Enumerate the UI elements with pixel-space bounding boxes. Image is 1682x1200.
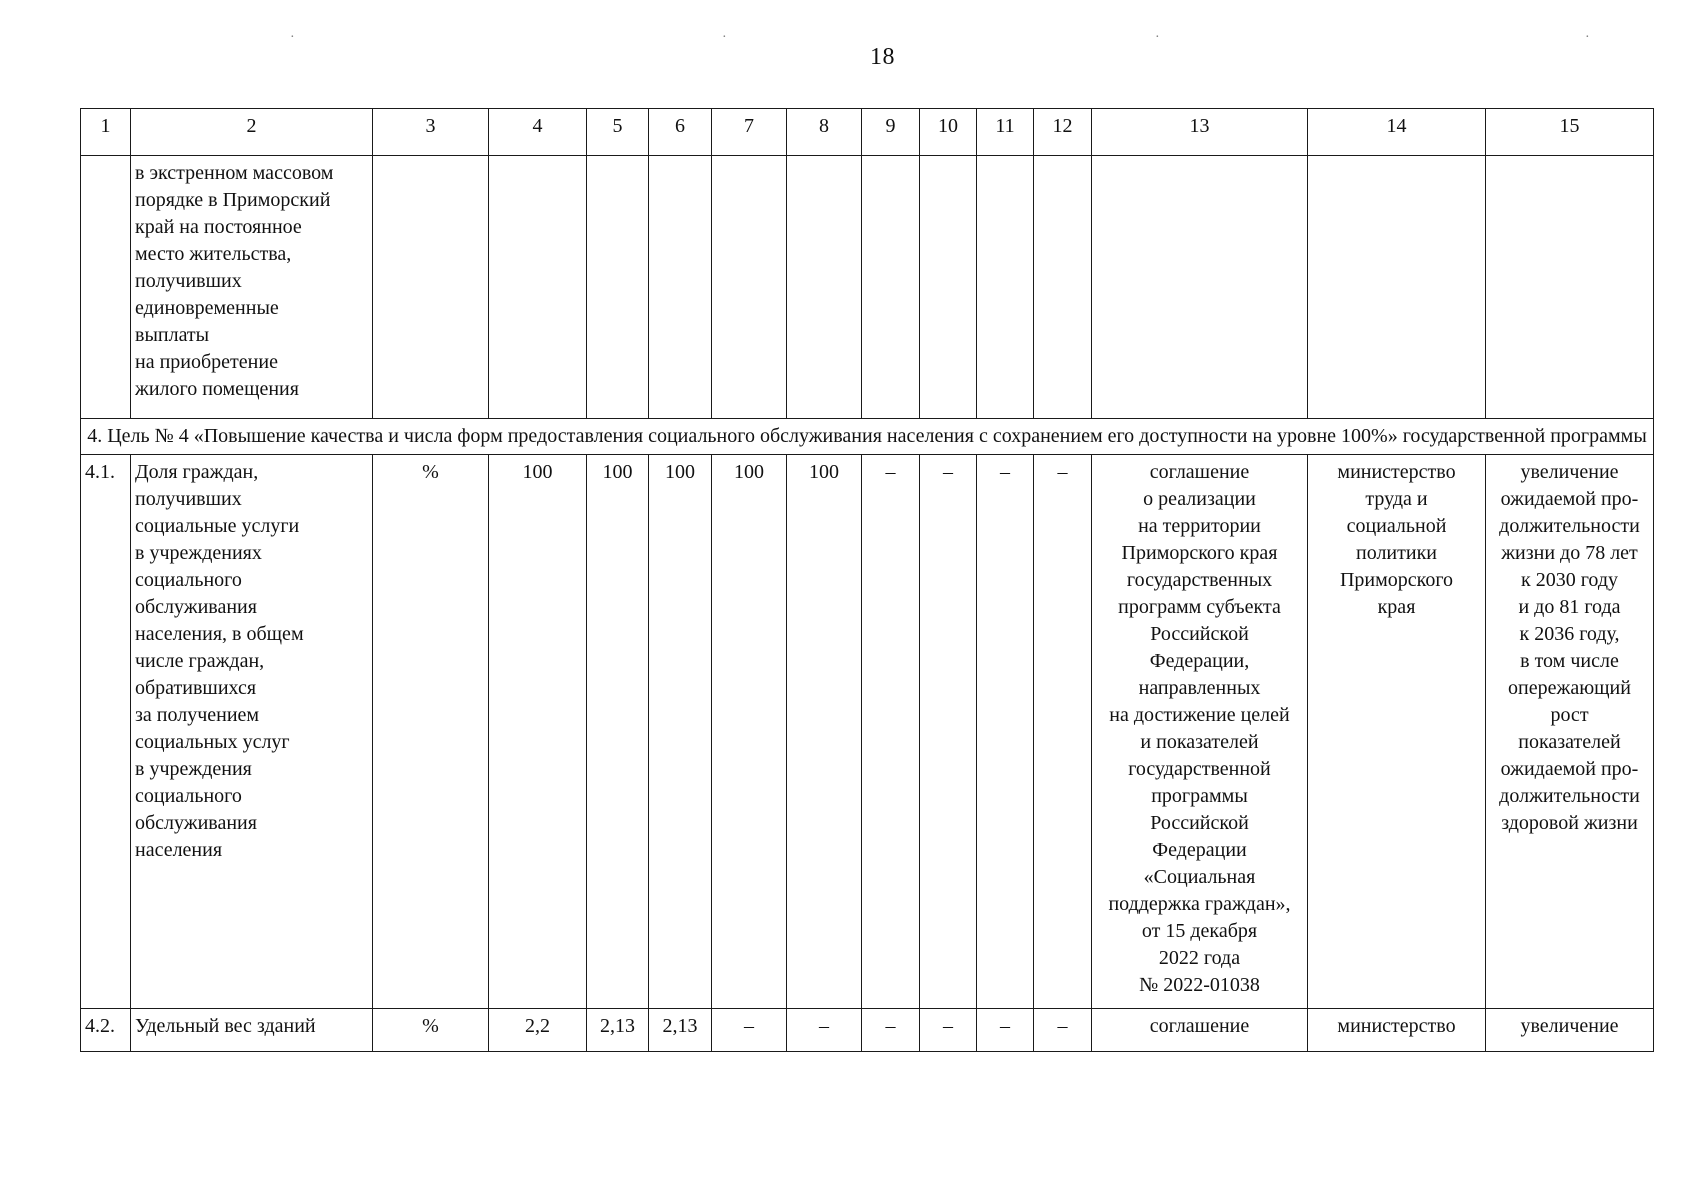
result-cell: увеличение ожидаемой про- должительности жизни до 78 лет к 2030 году и до 81 года к 2036 году, в том числе опережающий рост показателей ожидаемой про- должительности здоровой жизни [1486, 455, 1654, 1009]
value-cell: – [920, 455, 977, 1009]
table-cell [373, 156, 489, 419]
value-cell: – [920, 1009, 977, 1052]
value-cell: 100 [587, 455, 649, 1009]
value-cell: – [977, 455, 1034, 1009]
document-cell: соглашение о реализации на территории Приморского края государственных программ субъекта Российской Федерации, направленных на достижение целей и показателей государственной программы Российской Федерации «Социальная поддержка граждан», от 15 декабря 2022 года № 2022-01038 [1092, 455, 1308, 1009]
value-cell: 100 [712, 455, 787, 1009]
value-cell: – [862, 1009, 920, 1052]
table-cell [1092, 156, 1308, 419]
table-cell [862, 156, 920, 419]
value-cell: 2,13 [587, 1009, 649, 1052]
header-cell: 13 [1092, 109, 1308, 156]
table-cell [787, 156, 862, 419]
value-cell: – [1034, 455, 1092, 1009]
table-row-continuation [81, 156, 1654, 419]
value-cell: – [712, 1009, 787, 1052]
table-cell [1308, 156, 1486, 419]
header-cell: 4 [489, 109, 587, 156]
row-number: 4.2. [81, 1009, 131, 1052]
unit-cell: % [373, 455, 489, 1009]
table-cell [920, 156, 977, 419]
header-cell: 6 [649, 109, 712, 156]
header-cell: 5 [587, 109, 649, 156]
column-number-row [81, 109, 1654, 156]
table-row-4-1 [81, 455, 1654, 1009]
value-cell: – [862, 455, 920, 1009]
unit-cell: % [373, 1009, 489, 1052]
header-cell: 8 [787, 109, 862, 156]
table-cell [587, 156, 649, 419]
indicator-name-cell: Удельный вес зданий [131, 1009, 373, 1052]
value-cell: – [1034, 1009, 1092, 1052]
result-cell: увеличение [1486, 1009, 1654, 1052]
goal-row [81, 419, 1654, 455]
value-cell: – [977, 1009, 1034, 1052]
header-cell: 11 [977, 109, 1034, 156]
header-cell: 1 [81, 109, 131, 156]
value-cell: 100 [489, 455, 587, 1009]
value-cell: 2,2 [489, 1009, 587, 1052]
table-cell [712, 156, 787, 419]
header-cell: 12 [1034, 109, 1092, 156]
table-cell [1034, 156, 1092, 419]
header-cell: 2 [131, 109, 373, 156]
header-cell: 7 [712, 109, 787, 156]
goal-heading: 4. Цель № 4 «Повышение качества и числа форм предоставления социального обслуживания населения с сохранением его доступности на уровне 100%» государственной программы [81, 419, 1654, 455]
document-cell: соглашение [1092, 1009, 1308, 1052]
value-cell: 100 [787, 455, 862, 1009]
header-cell: 14 [1308, 109, 1486, 156]
header-cell: 15 [1486, 109, 1654, 156]
page-number: 18 [870, 44, 895, 70]
table-cell [977, 156, 1034, 419]
indicators-table [80, 108, 1654, 1052]
table-cell [489, 156, 587, 419]
value-cell: – [787, 1009, 862, 1052]
table-row-4-2 [81, 1009, 1654, 1052]
responsible-cell: министерство труда и социальной политики Приморского края [1308, 455, 1486, 1009]
indicator-name-cell: Доля граждан, получивших социальные услуги в учреждениях социального обслуживания населения, в общем числе граждан, обратившихся за получением социальных услуг в учреждения социального обслуживания населения [131, 455, 373, 1009]
header-cell: 9 [862, 109, 920, 156]
indicator-name-cell: в экстренном массовом порядке в Приморский край на постоянное место жительства, получивших единовременные выплаты на приобретение жилого помещения [131, 156, 373, 419]
table-cell [81, 156, 131, 419]
value-cell: 2,13 [649, 1009, 712, 1052]
table-cell [649, 156, 712, 419]
row-number: 4.1. [81, 455, 131, 1009]
responsible-cell: министерство [1308, 1009, 1486, 1052]
header-cell: 3 [373, 109, 489, 156]
header-cell: 10 [920, 109, 977, 156]
table-cell [1486, 156, 1654, 419]
value-cell: 100 [649, 455, 712, 1009]
